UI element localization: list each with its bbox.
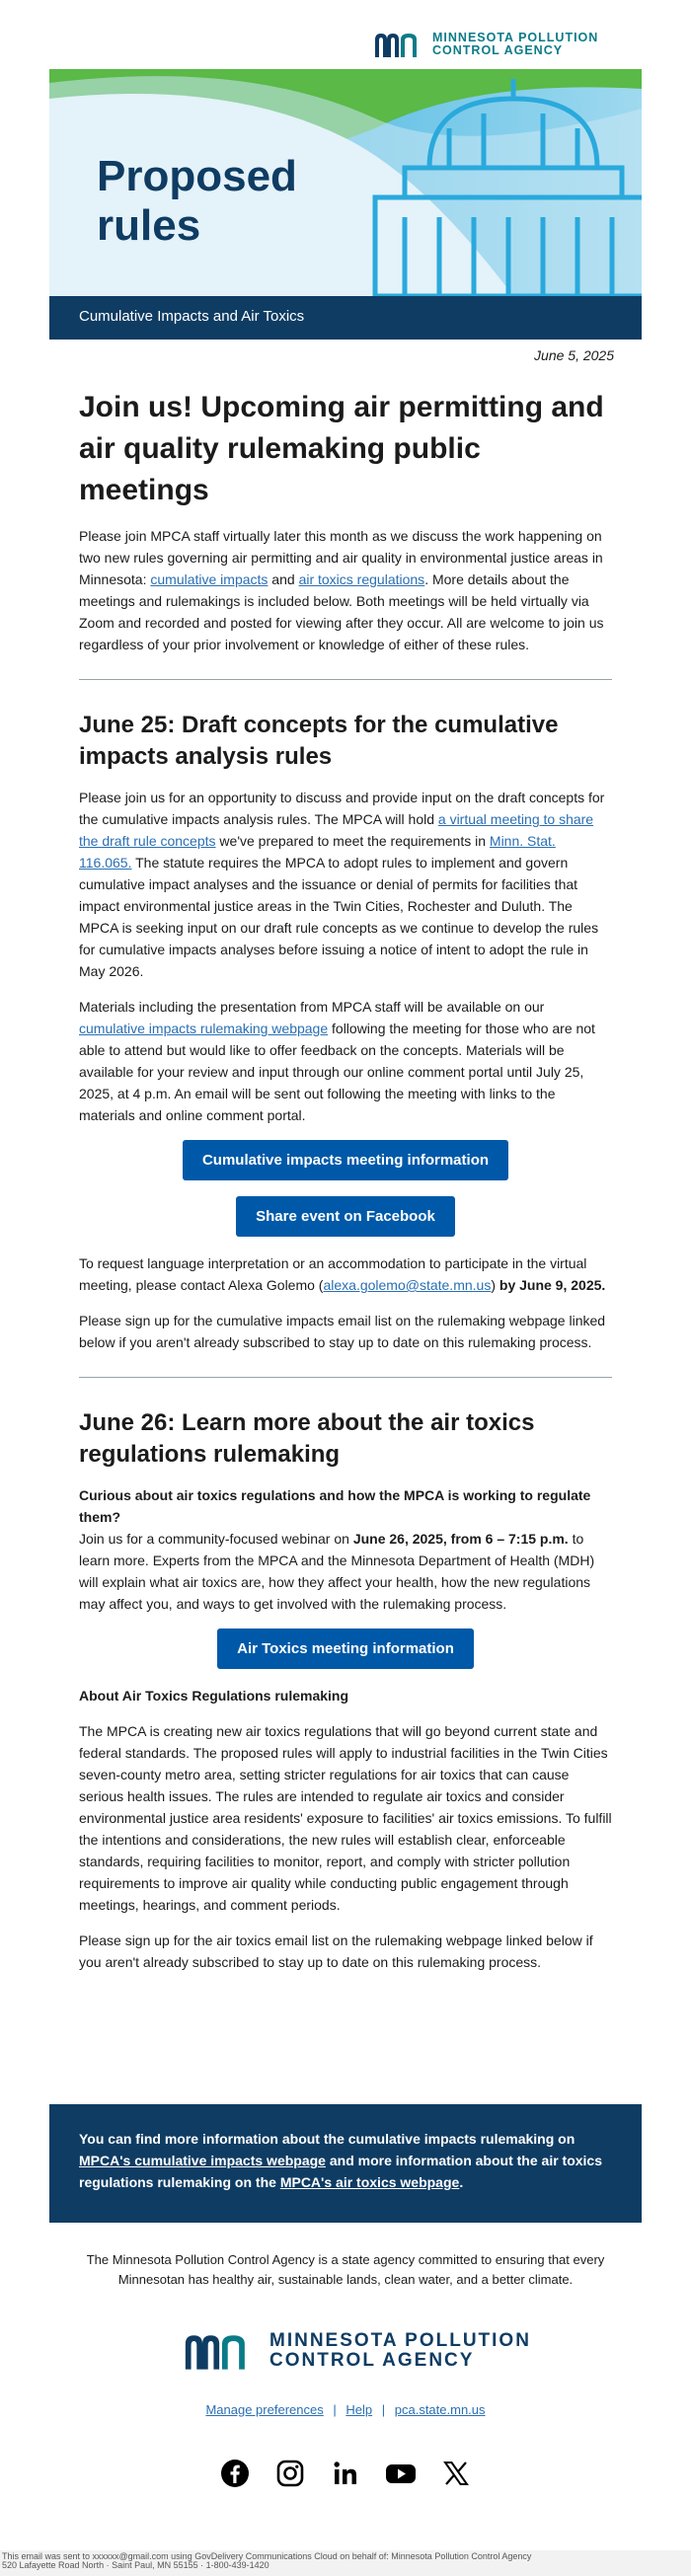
linkedin-icon[interactable] (330, 2458, 361, 2489)
air-toxics-regulations-link[interactable]: air toxics regulations (298, 571, 425, 587)
help-link[interactable]: Help (346, 2402, 373, 2417)
legal-footer: This email was sent to xxxxxx@gmail.com using GovDelivery Communications Cloud on behalf of: Minnesota Pollution Control Agency 520 Lafayette Road North · Saint Paul, MN 55155 · 1-800-439-1420 (0, 2550, 691, 2576)
mission-statement: The Minnesota Pollution Control Agency is a state agency committed to ensuring that every Minnesotan has healthy air, sustainable lands, clean water, and a better climate. (86, 2252, 605, 2287)
virtual-meeting-link[interactable]: a virtual meeting to share the draft rule concepts (79, 811, 594, 849)
section-heading-june-26: June 26: Learn more about the air toxics regulations rulemaking (79, 1409, 535, 1468)
hero-title: Proposed rules (97, 152, 297, 250)
mpca-logo-mark (373, 30, 428, 59)
section2-paragraph-3: Please sign up for the air toxics email list on the rulemaking webpage linked below if you aren't already subscribed to stay up to date on this rulemaking process. (79, 1932, 593, 1970)
page-title: Join us! Upcoming air permitting and air quality rulemaking public meetings (79, 391, 604, 506)
share-facebook-button[interactable]: Share event on Facebook (236, 1196, 455, 1237)
social-links (0, 2458, 691, 2489)
website-link[interactable]: pca.state.mn.us (394, 2402, 486, 2417)
separator: | (381, 2402, 386, 2417)
section1-paragraph-1: Please join us for an opportunity to discuss and provide input on the draft concepts for the cumulative impacts analysis rules. The MPCA will hold a virtual meeting to share the draft rule concepts we've prepared to meet the requirements in Minn. Stat. 116.065. The statute requires the MPCA to adopt rules to implement and govern cumulative impact analyses and the issuance or denial of permits for facilities that impact environmental justice areas in the Twin Cities, Rochester and Duluth. The MPCA is seeking input on our draft rule concepts as we continue to develop the rules for cumulative impacts analyses before issuing a notice of intent to adopt the rule in May 2026. (79, 790, 605, 979)
newsletter-date: June 5, 2025 (534, 347, 614, 363)
section1-paragraph-3: To request language interpretation or an accommodation to participate in the virtual meeting, please contact Alexa Golemo (alexa.golemo@state.mn.us) by June 9, 2025. (79, 1255, 606, 1293)
statute-link[interactable]: Minn. Stat. 116.065. (79, 833, 556, 871)
air-toxics-meeting-button[interactable]: Air Toxics meeting information (217, 1629, 474, 1669)
rulemaking-webpage-link[interactable]: cumulative impacts rulemaking webpage (79, 1021, 329, 1036)
section-heading-june-25: June 25: Draft concepts for the cumulative impacts analysis rules (79, 712, 559, 770)
header-logo[interactable] (373, 30, 598, 59)
divider (79, 1377, 612, 1378)
info-box: You can find more information about the cumulative impacts rulemaking on MPCA's cumulative impacts webpage and more information about the air toxics regulations rulemaking on the MPCA's air toxics webpage. (49, 2104, 642, 2223)
manage-preferences-link[interactable]: Manage preferences (205, 2402, 324, 2417)
main-content (79, 379, 612, 1987)
contact-email-link[interactable]: alexa.golemo@state.mn.us (323, 1277, 492, 1293)
youtube-icon[interactable] (385, 2458, 417, 2489)
separator: | (333, 2402, 337, 2417)
instagram-icon[interactable] (274, 2458, 306, 2489)
hero-subtitle: Cumulative Impacts and Air Toxics (49, 296, 642, 340)
cumulative-impacts-link[interactable]: cumulative impacts (150, 571, 269, 587)
section1-paragraph-4: Please sign up for the cumulative impacts email list on the rulemaking webpage linked below if you aren't already subscribed to stay up to date on this rulemaking process. (79, 1313, 606, 1350)
cumulative-impacts-webpage-link[interactable]: MPCA's cumulative impacts webpage (79, 2153, 326, 2168)
about-air-toxics-heading: About Air Toxics Regulations rulemaking (79, 1688, 349, 1704)
header-logo-text: MINNESOTA POLLUTION CONTROL AGENCY (432, 31, 599, 57)
section1-paragraph-2: Materials including the presentation from MPCA staff will be available on our cumulative impacts rulemaking webpage following the meeting for those who are not able to attend but would like to offer feedback on the concepts. Materials will be available for your review and input through our online comment portal until July 25, 2025, at 4 p.m. An email will be sent out following the meeting with links to the materials and online comment portal. (79, 999, 595, 1123)
hero-banner (49, 69, 642, 296)
section2-subheading: Curious about air toxics regulations and how the MPCA is working to regulate them? (79, 1487, 591, 1525)
air-toxics-webpage-link[interactable]: MPCA's air toxics webpage (279, 2174, 460, 2190)
cumulative-impacts-meeting-button[interactable]: Cumulative impacts meeting information (183, 1140, 508, 1180)
mpca-logo-mark (183, 2329, 262, 2373)
divider (79, 679, 612, 680)
section2-paragraph-2: The MPCA is creating new air toxics regulations that will go beyond current state and federal standards. The proposed rules will apply to industrial facilities in the Twin Cities seven-county metro area, setting stricter regulations for air toxics that can cause serious health issues. The rules are intended to regulate air toxics and consider environmental justice area residents' exposure to facilities' air toxics emissions. To fulfill the intentions and considerations, the new rules will establish clear, enforceable standards, requiring facilities to monitor, report, and comply with stricter pollution requirements to improve air quality while conducting public engagement through meetings, hearings, and comment periods. (79, 1723, 612, 1913)
footer-links (0, 2402, 691, 2417)
footer-logo[interactable] (183, 2329, 531, 2373)
footer-logo-text: MINNESOTA POLLUTION CONTROL AGENCY (269, 2330, 531, 2371)
x-icon[interactable] (440, 2458, 472, 2489)
section2-paragraph-1: Join us for a community-focused webinar on June 26, 2025, from 6 – 7:15 p.m. to learn more. Experts from the MPCA and the Minnesota Department of Health (MDH) will explain what air toxics are, how they affect your health, how the new regulations may affect you, and ways to get involved with the rulemaking process. (79, 1531, 595, 1612)
intro-paragraph: Please join MPCA staff virtually later this month as we discuss the work happening on two new rules governing air permitting and air quality in environmental justice areas in Minnesota: cumulative impacts and air toxics regulations. More details about the meetings and rulemakings is included below. Both meetings will be held virtually via Zoom and recorded and posted for viewing after they occur. All are welcome to join us regardless of your prior involvement or knowledge of either of these rules. (79, 528, 604, 652)
facebook-icon[interactable] (219, 2458, 251, 2489)
